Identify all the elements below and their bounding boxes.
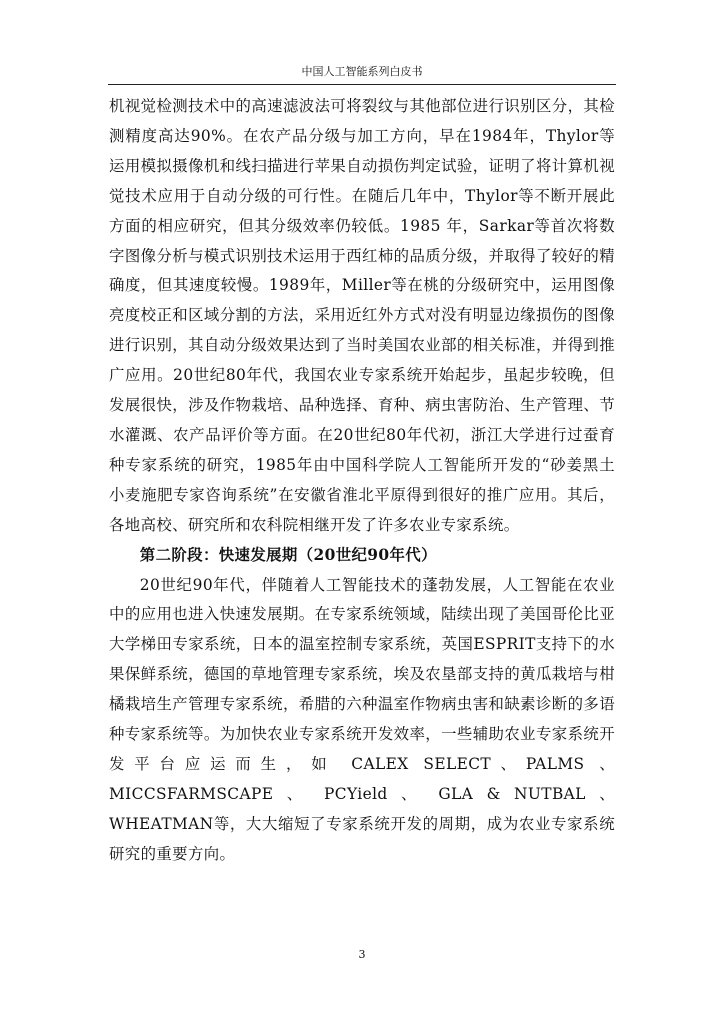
running-header	[108, 60, 616, 85]
header-title: 中国人工智能系列白皮书	[301, 65, 423, 78]
page-body	[109, 92, 615, 870]
body-paragraph-2: 20世纪90年代，伴随着人工智能技术的蓬勃发展，人工智能在农业中的应用也进入快速发展期。在专家系统领域，陆续出现了美国哥伦比亚大学梯田专家系统，日本的温室控制专家系统，英国ESPRIT支持下的水果保鲜系统，德国的草地管理专家系统，埃及农垦部支持的黄瓜栽培与柑橘栽培生产管理专家系统，希腊的六种温室作物病虫害和缺素诊断的多语种专家系统等。为加快农业专家系统开发效率，一些辅助农业专家系统开发平台应运而生，如 CALEX SELECT、PALMS 、 MICCSFARMSCAPE 、 PCYield 、 GLA & NUTBAL 、WHEATMAN等，大大缩短了专家系统开发的周期，成为农业专家系统研究的重要方向。	[109, 575, 615, 863]
section-heading: 第二阶段：快速发展期（20世纪90年代）	[139, 545, 437, 564]
body-paragraph-1: 机视觉检测技术中的高速滤波法可将裂纹与其他部位进行识别区分，其检测精度高达90%。在农产品分级与加工方向，早在1984年，Thylor等运用模拟摄像机和线扫描进行苹果自动损伤判定试验，证明了将计算机视觉技术应用于自动分级的可行性。在随后几年中，Thylor等不断开展此方面的相应研究，但其分级效率仍较低。1985 年，Sarkar等首次将数字图像分析与模式识别技术运用于西红柿的品质分级，并取得了较好的精确度，但其速度较慢。1989年，Miller等在桃的分级研究中，运用图像亮度校正和区域分割的方法，采用近红外方式对没有明显边缘损伤的图像进行识别，其自动分级效果达到了当时美国农业部的相关标准，并得到推广应用。20世纪80年代，我国农业专家系统开始起步，虽起步较晚，但发展很快，涉及作物栽培、品种选择、育种、病虫害防治、生产管理、节水灌溉、农产品评价等方面。在20世纪80年代初，浙江大学进行过蚕育种专家系统的研究，1985年由中国科学院人工智能所开发的“砂姜黑土小麦施肥专家咨询系统”在安徽省淮北平原得到很好的推广应用。其后，各地高校、研究所和农科院相继开发了许多农业专家系统。	[109, 97, 615, 534]
page-number: 3	[358, 948, 366, 961]
